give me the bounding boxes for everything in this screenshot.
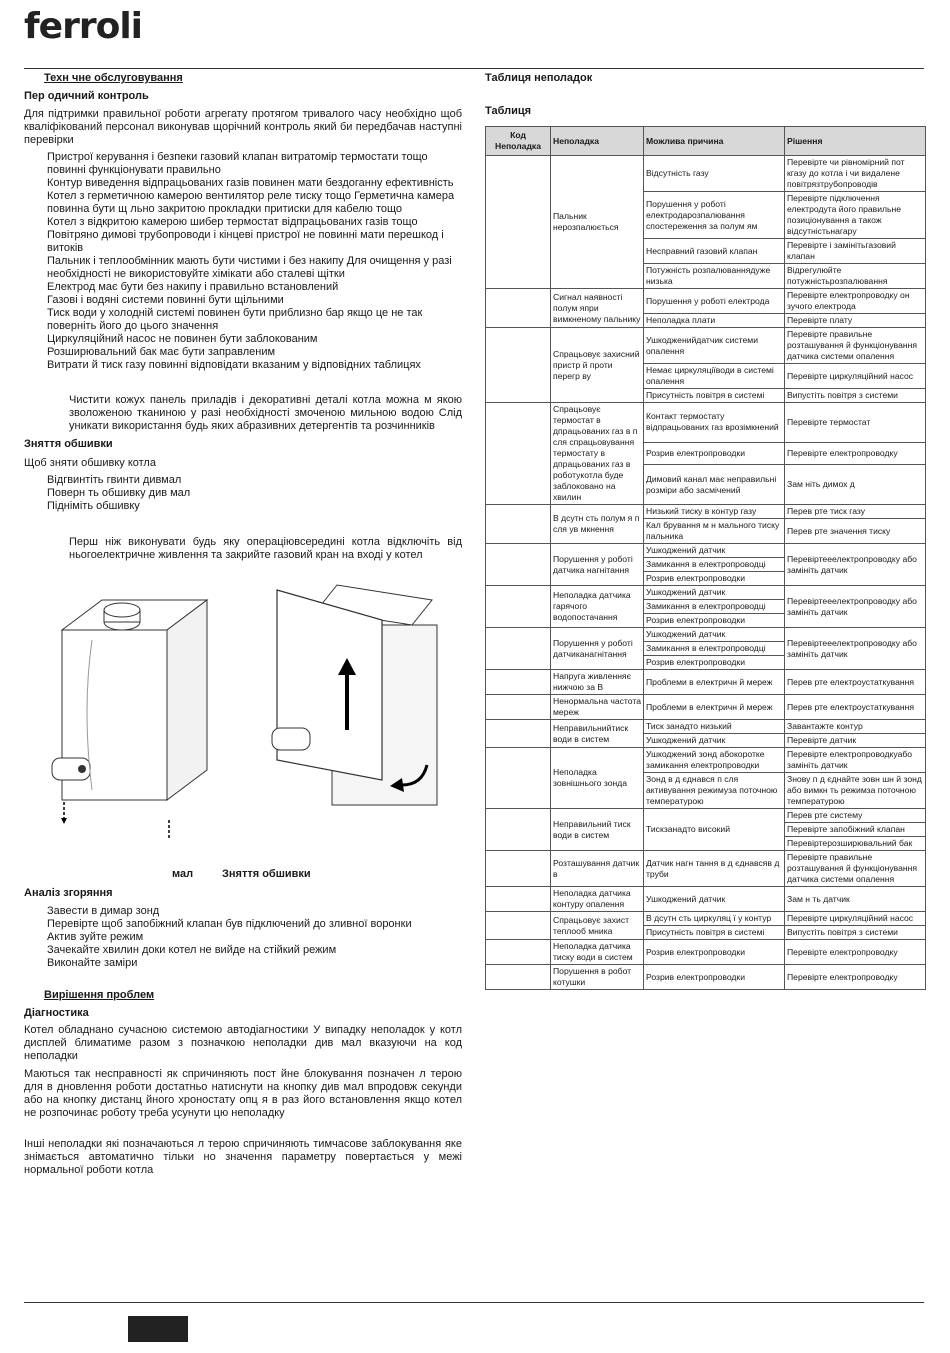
- solution-cell: Випустіть повітря з системи: [785, 389, 926, 403]
- fault-code-cell: [486, 720, 551, 748]
- fault-cell: Неправильнийтиск води в систем: [551, 720, 644, 748]
- header-solution: Рішення: [785, 127, 926, 156]
- solution-cell: Перевірте правильне розташування й функціонування датчика системи опалення: [785, 851, 926, 887]
- cause-cell: Ушкоджений датчик: [644, 734, 785, 748]
- solution-cell: Перевірте запобіжний клапан: [785, 823, 926, 837]
- casing-step: Поверн ть обшивку див мал: [47, 487, 191, 499]
- check-item: Пальник і теплообмінник мають бути чистими і без накипу Для очищення у разі необхідності не використовуйте хімікати або сталеві щітки: [47, 255, 452, 280]
- solution-cell: Перевірте плату: [785, 314, 926, 328]
- combustion-step: Актив зуйте режим: [47, 931, 144, 943]
- table-row: [486, 695, 926, 720]
- table-row: [486, 156, 926, 192]
- fault-code-cell: [486, 156, 551, 289]
- cleaning-note: Чистити кожух панель приладів і декоративні деталі котла можна м якою зволоженою тканиною у разі необхідності змоченою мильною водою Слід уникати використання будь яких абразивних детергентів та розчинників: [69, 394, 462, 432]
- table-row: [486, 851, 926, 887]
- fault-code-cell: [486, 289, 551, 328]
- fault-code-cell: [486, 505, 551, 544]
- combustion-step: Завести в димар зонд: [47, 905, 160, 917]
- table-row: [486, 505, 926, 519]
- solution-cell: Випустіть повітря з системи: [785, 926, 926, 940]
- cause-cell: Ушкоджений датчик: [644, 628, 785, 642]
- check-item: Тиск води у холодній системі повинен бути приблизно бар якщо це не так поверніть його до цього значення: [47, 307, 423, 332]
- fault-cell: Пальник нерозпалюється: [551, 156, 644, 289]
- solution-cell: Перевірте електропроводку: [785, 442, 926, 464]
- section-maintenance-heading: Техн чне обслуговування: [44, 72, 183, 84]
- boiler-casing-removal-illustration: [262, 580, 442, 840]
- fault-table-subtitle: Таблиця: [485, 105, 532, 117]
- combustion-heading: Аналіз згоряння: [24, 887, 113, 899]
- fault-cell: Ненормальна частота мереж: [551, 695, 644, 720]
- checks-list: [47, 151, 463, 372]
- cause-cell: Замикання в електропроводці: [644, 558, 785, 572]
- solution-cell: Перевірте електропроводку: [785, 940, 926, 965]
- cause-cell: Присутність повітря в системі: [644, 926, 785, 940]
- table-row: [486, 809, 926, 823]
- solution-cell: Перев рте тиск газу: [785, 505, 926, 519]
- table-row: [486, 965, 926, 990]
- fault-code-cell: [486, 628, 551, 670]
- footer-rule: [24, 1302, 924, 1303]
- cause-cell: Ушкодженийдатчик системи опалення: [644, 328, 785, 364]
- cause-cell: Зонд в д єднався п сля активування режимуза поточною температурою: [644, 773, 785, 809]
- fault-cell: Розташування датчик в: [551, 851, 644, 887]
- cause-cell: Кал брування м н мального тиску пальника: [644, 519, 785, 544]
- check-item: Електрод має бути без накипу і правильно встановлений: [47, 281, 339, 293]
- solution-cell: Перевірте правильне розташування й функціонування датчика системи опалення: [785, 328, 926, 364]
- cause-cell: Проблеми в електричн й мереж: [644, 695, 785, 720]
- table-row: [486, 670, 926, 695]
- cause-cell: Розрив електропроводки: [644, 614, 785, 628]
- table-row: [486, 720, 926, 734]
- cause-cell: Замикання в електропроводці: [644, 642, 785, 656]
- fault-code-cell: [486, 912, 551, 940]
- casing-intro: Щоб зняти обшивку котла: [24, 457, 156, 469]
- combustion-step: Зачекайте хвилин доки котел не вийде на стійкий режим: [47, 944, 337, 956]
- fault-cell: Неполадка датчика тиску води в систем: [551, 940, 644, 965]
- solution-cell: Перевіртееелектропроводку або замініть датчик: [785, 544, 926, 586]
- solution-cell: Перевірте і замінітьгазовий клапан: [785, 239, 926, 264]
- fault-cell: Порушення у роботі датчиканагнітання: [551, 628, 644, 670]
- table-row: [486, 887, 926, 912]
- cause-cell: Димовий канал має неправильні розміри або засмічений: [644, 465, 785, 505]
- casing-steps: [47, 474, 347, 513]
- check-item: Котел з герметичною камерою вентилятор реле тиску тощо Герметична камера повинна бути щ льно закритою прокладки притиски для кабелю тощо: [47, 190, 455, 215]
- combustion-step: Виконайте заміри: [47, 957, 138, 969]
- diagnostics-p3: Інші неполадки які позначаються л терою спричиняють тимчасове заблокування яке знімається автоматично тільки но значення параметру повертається у межі нормальної роботи котла: [24, 1138, 462, 1176]
- header-cause: Можлива причина: [644, 127, 785, 156]
- solution-cell: Перевірте електропроводку: [785, 965, 926, 990]
- figure-caption-number: мал: [172, 868, 194, 880]
- cause-cell: Ушкоджений датчик: [644, 887, 785, 912]
- solution-cell: Перевірте чи рівномірний пот кгазу до котла і чи видалене повітрязтрубопроводів: [785, 156, 926, 192]
- fault-code-cell: [486, 940, 551, 965]
- solution-cell: Перевіртерозширювальний бак: [785, 837, 926, 851]
- cause-cell: Порушення у роботі електродарозпалювання спостереження за полум ям: [644, 192, 785, 239]
- solution-cell: Перев рте електроустаткування: [785, 670, 926, 695]
- periodic-control-heading: Пер одичний контроль: [24, 90, 149, 102]
- fault-cell: Сигнал наявності полум япри вимкненому пальнику: [551, 289, 644, 328]
- fault-code-cell: [486, 328, 551, 403]
- solution-cell: Відрегулюйте потужністьрозпалювання: [785, 264, 926, 289]
- fault-cell: Спрацьовує захисний пристр й проти перегр ву: [551, 328, 644, 403]
- fault-code-cell: [486, 544, 551, 586]
- header-fault: Неполадка: [551, 127, 644, 156]
- fault-cell: Спрацьовує термостат в дпрацьованих газ в п сля спрацьовування термостату в дпрацьованих газ в роботукотла буде заблоковано на хвилин: [551, 403, 644, 505]
- fault-cell: Спрацьовує захист теплооб мника: [551, 912, 644, 940]
- solution-cell: Перевірте підключення електродута його правильне позиціонування а також відсутністьнагару: [785, 192, 926, 239]
- fault-cell: Неполадка датчика контуру опалення: [551, 887, 644, 912]
- table-row: [486, 912, 926, 926]
- boiler-closed-illustration: [42, 580, 222, 840]
- check-item: Розширювальний бак має бути заправленим: [47, 346, 276, 358]
- cause-cell: Контакт термостату відпрацьованих газ врозімкнений: [644, 403, 785, 443]
- fault-code-cell: [486, 695, 551, 720]
- fault-code-cell: [486, 670, 551, 695]
- solution-cell: Перевірте циркуляційний насос: [785, 364, 926, 389]
- casing-heading: Зняття обшивки: [24, 438, 113, 450]
- fault-code-cell: [486, 965, 551, 990]
- table-row: [486, 628, 926, 642]
- check-item: Витрати й тиск газу повинні відповідати вказаним у відповідних таблицях: [47, 359, 421, 371]
- cause-cell: Розрив електропроводки: [644, 572, 785, 586]
- check-item: Контур виведення відпрацьованих газів повинен мати бездоганну ефективність: [47, 177, 454, 189]
- fault-cell: Порушення в робот котушки: [551, 965, 644, 990]
- cause-cell: Ушкоджений датчик: [644, 544, 785, 558]
- fault-code-cell: [486, 403, 551, 505]
- cause-cell: Розрив електропроводки: [644, 656, 785, 670]
- check-item: Пристрої керування і безпеки газовий клапан витратомір термостати тощо повинні функціонувати правильно: [47, 151, 428, 176]
- cause-cell: Ушкоджений датчик: [644, 586, 785, 600]
- periodic-intro: Для підтримки правильної роботи агрегату протягом тривалого часу необхідно щоб кваліфікований персонал виконував щорічний контроль який би передбачав наступні перевірки: [24, 108, 462, 146]
- table-row: [486, 940, 926, 965]
- check-item: Котел з відкритою камерою шибер термостат відпрацьованих газів тощо: [47, 216, 418, 228]
- casing-step: Підніміть обшивку: [47, 500, 140, 512]
- casing-step: Відгвинтіть гвинти дивмал: [47, 474, 182, 486]
- troubleshooting-heading: Вирішення проблем: [44, 989, 155, 1001]
- solution-cell: Перевірте циркуляційний насос: [785, 912, 926, 926]
- solution-cell: Перевірте термостат: [785, 403, 926, 443]
- solution-cell: Перевірте датчик: [785, 734, 926, 748]
- fault-cell: Напруга живленняє нижчою за В: [551, 670, 644, 695]
- solution-cell: Перевірте електропроводкуабо замініть датчик: [785, 748, 926, 773]
- cause-cell: Проблеми в електричн й мереж: [644, 670, 785, 695]
- check-item: Газові і водяні системи повинні бути щільними: [47, 294, 284, 306]
- table-row: [486, 586, 926, 600]
- fault-code-cell: [486, 748, 551, 809]
- cause-cell: Відсутність газу: [644, 156, 785, 192]
- diagnostics-p1: Котел обладнано сучасною системою автодіагностики У випадку неполадок у котл дисплей блиматиме разом з позначкою неполадки див мал вказуючи на код неполадки: [24, 1024, 462, 1062]
- cause-cell: Розрив електропроводки: [644, 940, 785, 965]
- solution-cell: Зам н ть датчик: [785, 887, 926, 912]
- cause-cell: Присутність повітря в системі: [644, 389, 785, 403]
- fault-cell: Порушення у роботі датчика нагнітання: [551, 544, 644, 586]
- check-item: Повітряно димові трубопроводи і кінцеві пристрої не повинні мати перешкод і витоків: [47, 229, 444, 254]
- fault-cell: В дсутн сть полум я п сля ув мкнення: [551, 505, 644, 544]
- cause-cell: Ушкоджений зонд абокоротке замикання електропроводки: [644, 748, 785, 773]
- diagnostics-heading: Діагностика: [24, 1007, 89, 1019]
- cause-cell: Тиск занадто низький: [644, 720, 785, 734]
- table-row: [486, 544, 926, 558]
- diagnostics-p2: Маються так несправності як спричиняють пост йне блокування позначен л терою для в дновлення роботи достатньо натиснути на кнопку див мал впродовж секунди або на кнопку дистанц йного хроностату опц я в раз його встановлення якщо котел не розпочинає роботу треба усунути цю неполадку: [24, 1068, 462, 1119]
- fault-code-cell: [486, 851, 551, 887]
- fault-code-cell: [486, 586, 551, 628]
- page-number-box: [128, 1316, 188, 1342]
- cause-cell: Несправний газовий клапан: [644, 239, 785, 264]
- table-row: [486, 748, 926, 773]
- fault-cell: Неправильний тиск води в систем: [551, 809, 644, 851]
- cause-cell: Розрив електропроводки: [644, 442, 785, 464]
- cause-cell: Датчик нагн тання в д єднавсяв д труби: [644, 851, 785, 887]
- header-rule: [24, 68, 924, 69]
- solution-cell: Знову п д єднайте зовн шн й зонд або вимкн ть режимза поточною температурою: [785, 773, 926, 809]
- cause-cell: Порушення у роботі електрода: [644, 289, 785, 314]
- cause-cell: Замикання в електропроводці: [644, 600, 785, 614]
- combustion-step: Перевірте щоб запобіжний клапан був підключений до зливної воронки: [47, 918, 412, 930]
- fault-code-cell: [486, 809, 551, 851]
- header-code: Код Неполадка: [486, 127, 551, 156]
- solution-cell: Перевірте електропроводку он зучого електрода: [785, 289, 926, 314]
- fault-table: [485, 126, 926, 990]
- fault-cell: Неполадка датчика гарячого водопостачання: [551, 586, 644, 628]
- fault-code-cell: [486, 887, 551, 912]
- cause-cell: Немає циркуляціїводи в системі опалення: [644, 364, 785, 389]
- combustion-steps: [47, 905, 463, 970]
- table-row: [486, 289, 926, 314]
- solution-cell: Перев рте електроустаткування: [785, 695, 926, 720]
- solution-cell: Перев рте систему: [785, 809, 926, 823]
- cause-cell: Розрив електропроводки: [644, 965, 785, 990]
- check-item: Циркуляційний насос не повинен бути заблокованим: [47, 333, 318, 345]
- cause-cell: Неполадка плати: [644, 314, 785, 328]
- solution-cell: Перевіртееелектропроводку або замініть датчик: [785, 628, 926, 670]
- cause-cell: Тискзанадто високий: [644, 809, 785, 851]
- table-row: [486, 328, 926, 364]
- fault-table-title: Таблиця неполадок: [485, 72, 593, 84]
- solution-cell: Перевіртееелектропроводку або замініть датчик: [785, 586, 926, 628]
- figure-caption-title: Зняття обшивки: [222, 868, 311, 880]
- fault-cell: Неполадка зовнішнього зонда: [551, 748, 644, 809]
- solution-cell: Перев рте значення тиску: [785, 519, 926, 544]
- solution-cell: Завантажте контур: [785, 720, 926, 734]
- ferroli-logo: ferroli: [24, 6, 142, 47]
- cause-cell: Низький тиску в контур газу: [644, 505, 785, 519]
- solution-cell: Зам ніть димох д: [785, 465, 926, 505]
- cause-cell: В дсутн сть циркуляц ї у контур: [644, 912, 785, 926]
- table-row: [486, 403, 926, 443]
- safety-warning: Перш ніж виконувати будь яку операціювсередині котла відключіть від ньогоелектричне живлення та закрийте газовий кран на вході у котел: [69, 536, 462, 561]
- cause-cell: Потужність розпалюваннядуже низька: [644, 264, 785, 289]
